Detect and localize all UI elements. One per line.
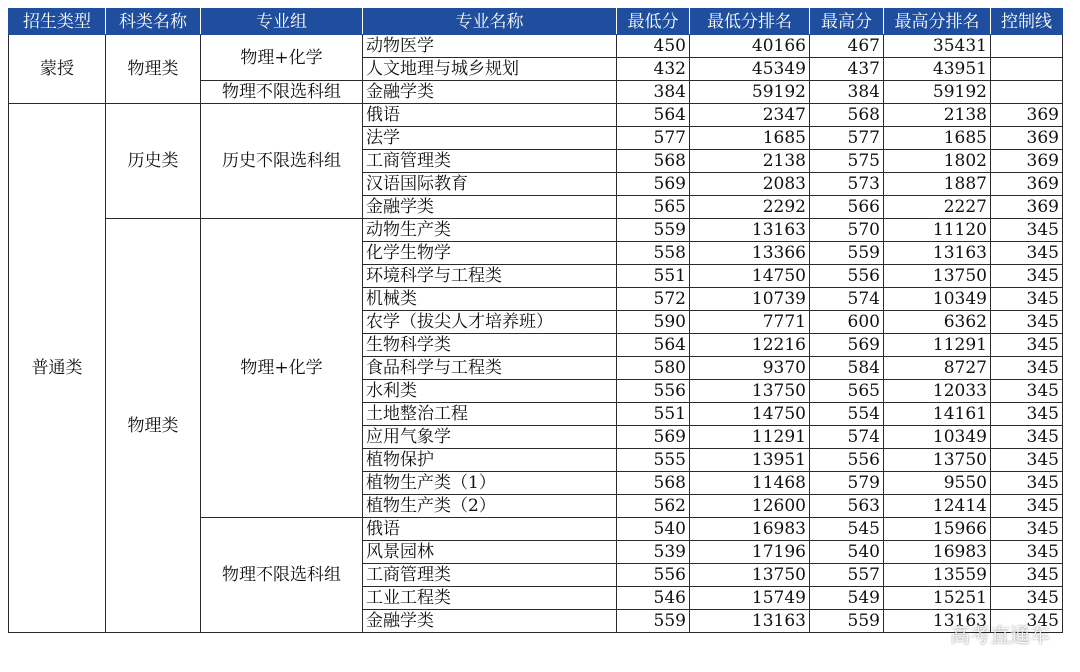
- cell-min-score: 572: [617, 288, 690, 311]
- cell-min-score: 551: [617, 403, 690, 426]
- cell-major-name: 汉语国际教育: [363, 173, 617, 196]
- cell-min-score: 539: [617, 541, 690, 564]
- table-row: [9, 104, 1063, 127]
- cell-subject-category: 物理类: [106, 35, 201, 104]
- cell-max-score: 545: [810, 518, 884, 541]
- cell-max-score: 568: [810, 104, 884, 127]
- cell-min-score: 564: [617, 334, 690, 357]
- cell-major-name: 水利类: [363, 380, 617, 403]
- cell-min-score: 569: [617, 173, 690, 196]
- cell-min-score: 432: [617, 58, 690, 81]
- cell-max-score: 584: [810, 357, 884, 380]
- cell-max-rank: 1802: [884, 150, 991, 173]
- cell-max-rank: 15966: [884, 518, 991, 541]
- cell-min-score: 384: [617, 81, 690, 104]
- cell-subject-category: 历史类: [106, 104, 201, 219]
- col-header-min-rank: 最低分排名: [690, 9, 810, 35]
- cell-min-score: 577: [617, 127, 690, 150]
- cell-min-rank: 40166: [690, 35, 810, 58]
- cell-min-rank: 16983: [690, 518, 810, 541]
- cell-max-rank: 13163: [884, 242, 991, 265]
- cell-min-rank: 14750: [690, 403, 810, 426]
- cell-control-line: 345: [991, 242, 1063, 265]
- cell-min-score: 556: [617, 564, 690, 587]
- cell-control-line: 345: [991, 311, 1063, 334]
- cell-subject-group: 物理不限选科组: [201, 81, 363, 104]
- cell-control-line: 369: [991, 150, 1063, 173]
- cell-max-rank: 1887: [884, 173, 991, 196]
- cell-max-score: 600: [810, 311, 884, 334]
- col-header-min-score: 最低分: [617, 9, 690, 35]
- cell-max-score: 557: [810, 564, 884, 587]
- cell-min-score: 590: [617, 311, 690, 334]
- cell-min-rank: 12216: [690, 334, 810, 357]
- cell-admission-type: 蒙授: [9, 35, 106, 104]
- cell-major-name: 俄语: [363, 518, 617, 541]
- cell-control-line: 345: [991, 219, 1063, 242]
- cell-min-score: 559: [617, 610, 690, 633]
- cell-min-rank: 13163: [690, 219, 810, 242]
- cell-min-score: 450: [617, 35, 690, 58]
- cell-control-line: 345: [991, 288, 1063, 311]
- admission-score-table: [8, 8, 1063, 633]
- cell-min-rank: 45349: [690, 58, 810, 81]
- cell-control-line: 345: [991, 587, 1063, 610]
- cell-control-line: 345: [991, 380, 1063, 403]
- cell-min-score: 555: [617, 449, 690, 472]
- cell-major-name: 植物生产类（2）: [363, 495, 617, 518]
- cell-major-name: 植物保护: [363, 449, 617, 472]
- cell-subject-group: 物理+化学: [201, 35, 363, 81]
- cell-min-rank: 2292: [690, 196, 810, 219]
- cell-control-line: 369: [991, 173, 1063, 196]
- cell-min-score: 568: [617, 150, 690, 173]
- col-header-control-line: 控制线: [991, 9, 1063, 35]
- cell-major-name: 风景园林: [363, 541, 617, 564]
- cell-max-rank: 43951: [884, 58, 991, 81]
- cell-max-rank: 1685: [884, 127, 991, 150]
- cell-min-rank: 59192: [690, 81, 810, 104]
- cell-min-rank: 13951: [690, 449, 810, 472]
- cell-min-rank: 14750: [690, 265, 810, 288]
- cell-major-name: 生物科学类: [363, 334, 617, 357]
- col-header-group: 专业组: [201, 9, 363, 35]
- cell-max-score: 384: [810, 81, 884, 104]
- cell-major-name: 土地整治工程: [363, 403, 617, 426]
- cell-max-rank: 12414: [884, 495, 991, 518]
- cell-control-line: [991, 35, 1063, 58]
- cell-max-score: 574: [810, 426, 884, 449]
- cell-control-line: 345: [991, 541, 1063, 564]
- cell-major-name: 动物医学: [363, 35, 617, 58]
- cell-min-score: 559: [617, 219, 690, 242]
- cell-max-score: 569: [810, 334, 884, 357]
- table-row: [9, 219, 1063, 242]
- cell-control-line: 345: [991, 495, 1063, 518]
- cell-min-rank: 13366: [690, 242, 810, 265]
- cell-max-rank: 2227: [884, 196, 991, 219]
- cell-min-score: 580: [617, 357, 690, 380]
- cell-max-rank: 35431: [884, 35, 991, 58]
- cell-max-score: 563: [810, 495, 884, 518]
- cell-min-rank: 12600: [690, 495, 810, 518]
- cell-max-score: 573: [810, 173, 884, 196]
- cell-min-rank: 2083: [690, 173, 810, 196]
- cell-major-name: 动物生产类: [363, 219, 617, 242]
- table-body: [9, 35, 1063, 633]
- cell-max-score: 556: [810, 449, 884, 472]
- col-header-major: 专业名称: [363, 9, 617, 35]
- cell-max-rank: 11120: [884, 219, 991, 242]
- cell-max-score: 577: [810, 127, 884, 150]
- cell-min-score: 562: [617, 495, 690, 518]
- cell-max-score: 574: [810, 288, 884, 311]
- cell-major-name: 金融学类: [363, 196, 617, 219]
- cell-max-score: 570: [810, 219, 884, 242]
- col-header-max-rank: 最高分排名: [884, 9, 991, 35]
- cell-max-rank: 2138: [884, 104, 991, 127]
- cell-major-name: 应用气象学: [363, 426, 617, 449]
- cell-min-rank: 2138: [690, 150, 810, 173]
- cell-min-rank: 13750: [690, 380, 810, 403]
- cell-min-rank: 1685: [690, 127, 810, 150]
- col-header-max-score: 最高分: [810, 9, 884, 35]
- cell-max-rank: 13559: [884, 564, 991, 587]
- cell-max-score: 556: [810, 265, 884, 288]
- cell-max-score: 579: [810, 472, 884, 495]
- cell-max-rank: 15251: [884, 587, 991, 610]
- cell-max-rank: 13750: [884, 449, 991, 472]
- cell-major-name: 金融学类: [363, 81, 617, 104]
- cell-min-rank: 2347: [690, 104, 810, 127]
- cell-min-score: 546: [617, 587, 690, 610]
- cell-major-name: 工业工程类: [363, 587, 617, 610]
- table-row: [9, 35, 1063, 58]
- cell-max-score: 437: [810, 58, 884, 81]
- cell-major-name: 食品科学与工程类: [363, 357, 617, 380]
- cell-major-name: 机械类: [363, 288, 617, 311]
- cell-max-score: 559: [810, 242, 884, 265]
- col-header-subject: 科类名称: [106, 9, 201, 35]
- cell-min-score: 568: [617, 472, 690, 495]
- cell-min-rank: 13163: [690, 610, 810, 633]
- cell-max-score: 549: [810, 587, 884, 610]
- cell-max-rank: 8727: [884, 357, 991, 380]
- cell-max-rank: 13750: [884, 265, 991, 288]
- cell-control-line: 345: [991, 357, 1063, 380]
- table-header-row: [9, 9, 1063, 35]
- cell-major-name: 农学（拔尖人才培养班）: [363, 311, 617, 334]
- cell-min-rank: 15749: [690, 587, 810, 610]
- cell-max-rank: 10349: [884, 288, 991, 311]
- cell-max-rank: 10349: [884, 426, 991, 449]
- cell-major-name: 法学: [363, 127, 617, 150]
- cell-min-rank: 7771: [690, 311, 810, 334]
- cell-min-score: 569: [617, 426, 690, 449]
- cell-max-score: 559: [810, 610, 884, 633]
- cell-control-line: 345: [991, 426, 1063, 449]
- cell-subject-group: 物理不限选科组: [201, 518, 363, 633]
- cell-control-line: 369: [991, 104, 1063, 127]
- cell-control-line: 369: [991, 196, 1063, 219]
- cell-max-rank: 59192: [884, 81, 991, 104]
- cell-max-rank: 14161: [884, 403, 991, 426]
- cell-control-line: 345: [991, 334, 1063, 357]
- cell-control-line: 345: [991, 564, 1063, 587]
- cell-min-rank: 9370: [690, 357, 810, 380]
- admission-score-table-container: [8, 8, 1063, 633]
- cell-major-name: 金融学类: [363, 610, 617, 633]
- cell-max-rank: 9550: [884, 472, 991, 495]
- cell-control-line: 345: [991, 472, 1063, 495]
- cell-max-score: 554: [810, 403, 884, 426]
- cell-subject-category: 物理类: [106, 219, 201, 633]
- cell-min-score: 556: [617, 380, 690, 403]
- cell-control-line: 345: [991, 403, 1063, 426]
- cell-admission-type: 普通类: [9, 104, 106, 633]
- cell-subject-group: 历史不限选科组: [201, 104, 363, 219]
- cell-max-score: 575: [810, 150, 884, 173]
- cell-min-score: 564: [617, 104, 690, 127]
- cell-control-line: [991, 58, 1063, 81]
- cell-min-rank: 10739: [690, 288, 810, 311]
- cell-max-rank: 13163: [884, 610, 991, 633]
- cell-max-score: 566: [810, 196, 884, 219]
- cell-control-line: 345: [991, 449, 1063, 472]
- cell-min-rank: 11291: [690, 426, 810, 449]
- cell-min-score: 565: [617, 196, 690, 219]
- cell-major-name: 化学生物学: [363, 242, 617, 265]
- cell-control-line: 345: [991, 265, 1063, 288]
- cell-major-name: 植物生产类（1）: [363, 472, 617, 495]
- cell-min-rank: 11468: [690, 472, 810, 495]
- cell-min-rank: 13750: [690, 564, 810, 587]
- cell-control-line: [991, 81, 1063, 104]
- cell-min-score: 551: [617, 265, 690, 288]
- cell-control-line: 345: [991, 518, 1063, 541]
- cell-max-rank: 6362: [884, 311, 991, 334]
- cell-max-rank: 16983: [884, 541, 991, 564]
- cell-subject-group: 物理+化学: [201, 219, 363, 518]
- cell-max-score: 565: [810, 380, 884, 403]
- col-header-type: 招生类型: [9, 9, 106, 35]
- cell-min-score: 558: [617, 242, 690, 265]
- cell-max-rank: 11291: [884, 334, 991, 357]
- watermark-text: 高考直通车: [950, 623, 1050, 647]
- cell-min-rank: 17196: [690, 541, 810, 564]
- cell-major-name: 环境科学与工程类: [363, 265, 617, 288]
- cell-max-score: 467: [810, 35, 884, 58]
- cell-control-line: 345: [991, 610, 1063, 633]
- cell-max-score: 540: [810, 541, 884, 564]
- cell-major-name: 人文地理与城乡规划: [363, 58, 617, 81]
- cell-major-name: 俄语: [363, 104, 617, 127]
- cell-major-name: 工商管理类: [363, 150, 617, 173]
- cell-major-name: 工商管理类: [363, 564, 617, 587]
- cell-control-line: 369: [991, 127, 1063, 150]
- cell-min-score: 540: [617, 518, 690, 541]
- cell-max-rank: 12033: [884, 380, 991, 403]
